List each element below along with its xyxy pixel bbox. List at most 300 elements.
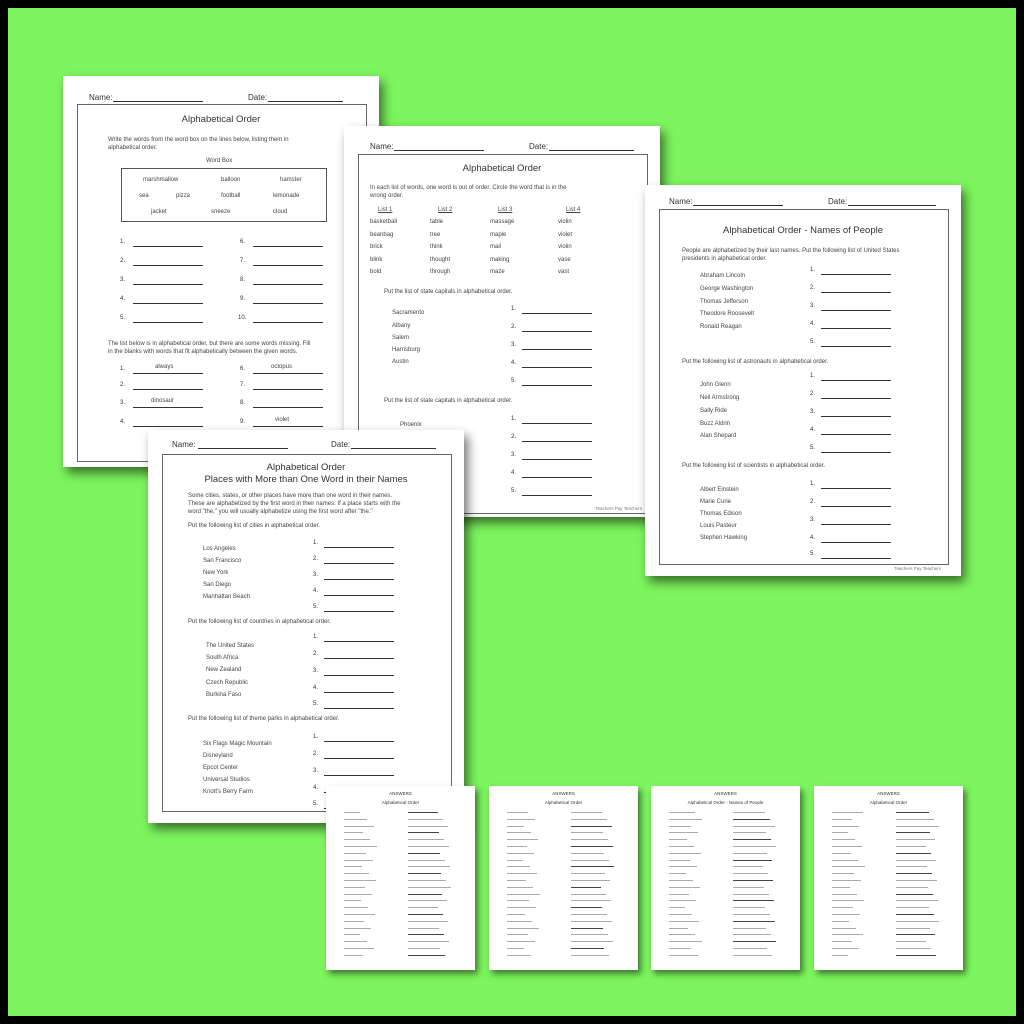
answer-number: 5.: [511, 378, 517, 384]
instructions: wrong order.: [370, 193, 404, 199]
mini-text-line: [408, 880, 446, 881]
mini-text-line: [571, 914, 607, 915]
answer-number: 4.: [810, 535, 816, 541]
mini-text-line: [733, 860, 772, 861]
mini-text-line: [507, 846, 527, 847]
mini-text-line: [507, 873, 537, 874]
mini-text-line: [896, 860, 936, 861]
mini-text-line: [571, 853, 604, 854]
instructions: in the blanks with words that fit alphabetically between the given words.: [108, 349, 298, 355]
mini-text-line: [408, 934, 444, 935]
instructions: word "the," you will usually alphabetize using the first word after "the.": [188, 509, 373, 515]
mini-text-line: [733, 880, 773, 881]
answer-number: 4.: [511, 470, 517, 476]
mini-text-line: [344, 880, 376, 881]
name-label: Name:: [370, 142, 394, 151]
person-name: Sally Ride: [700, 408, 728, 414]
person-name: Ronald Reagan: [700, 324, 742, 330]
date-label: Date:: [248, 93, 268, 102]
mini-text-line: [669, 907, 685, 908]
mini-text-line: [832, 832, 848, 833]
person-name: Albert Einstein: [700, 487, 739, 493]
answer-number: 5.: [810, 339, 816, 345]
mini-text-line: [669, 853, 701, 854]
mini-text-line: [832, 887, 850, 888]
list-word: making: [490, 256, 510, 263]
mini-text-line: [669, 948, 691, 949]
mini-text-line: [344, 819, 367, 820]
mini-text-line: [669, 894, 689, 895]
mini-text-line: [408, 873, 441, 874]
answer-number: 3.: [511, 342, 517, 348]
place-name: Manhattan Beach: [203, 594, 251, 600]
mini-text-line: [408, 948, 440, 949]
mini-text-line: [832, 894, 857, 895]
list-word: mail: [490, 244, 502, 250]
answer-number: 1.: [810, 267, 816, 273]
answer-number: 3.: [313, 572, 319, 578]
instructions: alphabetical order.: [108, 145, 158, 151]
mini-text-line: [733, 887, 764, 888]
word: jacket: [151, 209, 167, 215]
mini-text-line: [669, 819, 702, 820]
mini-text-line: [669, 955, 698, 956]
mini-text-line: [408, 812, 438, 813]
mini-text-line: [832, 812, 863, 813]
answer-number: 2.: [810, 285, 816, 291]
answer-key-4: [814, 786, 963, 970]
list-word: through: [430, 269, 451, 275]
given-word: violet: [275, 417, 290, 423]
mini-text-line: [896, 955, 936, 956]
mini-text-line: [507, 880, 526, 881]
answer-number: 9.: [240, 296, 246, 302]
mini-text-line: [896, 832, 930, 833]
place-name: Burkina Faso: [206, 692, 242, 698]
mini-text-line: [832, 955, 848, 956]
mini-text-line: [571, 832, 603, 833]
mini-text-line: [832, 839, 855, 840]
place-name: Disneyland: [203, 753, 233, 759]
mini-text-line: [896, 873, 932, 874]
answer-key-1: [326, 786, 475, 970]
word: football: [221, 193, 241, 199]
mini-text-line: [344, 900, 361, 901]
instructions: These are alphabetized by the first word in their names. If a place starts with the: [188, 501, 401, 507]
answer-number: 4.: [313, 685, 319, 691]
mini-text-line: [344, 846, 377, 847]
mini-text-line: [896, 887, 928, 888]
answer-number: 1.: [120, 366, 126, 372]
answer-number: 5.: [810, 551, 816, 557]
instructions: Put the following list of astronauts in alphabetical order.: [682, 359, 829, 365]
place-name: South Africa: [206, 655, 239, 661]
capital-name: Phoenix: [400, 422, 422, 428]
mini-text-line: [507, 812, 528, 813]
mini-text-line: [507, 907, 536, 908]
answer-key-label: ANSWERS: [877, 791, 900, 796]
word: cloud: [273, 209, 288, 215]
mini-text-line: [507, 839, 538, 840]
answer-number: 1.: [120, 239, 126, 245]
mini-text-line: [571, 860, 609, 861]
mini-text-line: [896, 921, 939, 922]
mini-text-line: [344, 866, 362, 867]
mini-text-line: [896, 812, 929, 813]
instructions: People are alphabetized by their last names. Put the following list of United States: [682, 248, 900, 254]
mini-text-line: [507, 894, 540, 895]
mini-text-line: [507, 948, 524, 949]
answer-key-3: [651, 786, 800, 970]
mini-text-line: [733, 928, 766, 929]
mini-text-line: [733, 934, 771, 935]
answer-number: 4.: [313, 588, 319, 594]
instructions: Put the list of state capitals in alphabetical order.: [384, 398, 513, 404]
given-word: dinosaur: [151, 398, 175, 404]
mini-text-line: [832, 860, 858, 861]
answer-number: 1.: [313, 634, 319, 640]
answer-key-label: ANSWERS: [389, 791, 412, 796]
list-word: vast: [558, 269, 570, 275]
answer-key-label: ANSWERS: [552, 791, 575, 796]
given-word: always: [155, 364, 174, 370]
mini-text-line: [344, 839, 370, 840]
answer-number: 4.: [810, 321, 816, 327]
mini-text-line: [733, 948, 767, 949]
mini-text-line: [669, 860, 690, 861]
list-word: brick: [370, 244, 383, 250]
mini-text-line: [571, 948, 604, 949]
page-title: Alphabetical Order: [266, 462, 346, 473]
mini-text-line: [733, 941, 776, 942]
answer-number: 5.: [313, 701, 319, 707]
mini-text-line: [896, 914, 934, 915]
mini-text-line: [669, 826, 691, 827]
list-header: List 2: [438, 207, 453, 213]
list-word: beanbag: [370, 231, 394, 238]
answer-number: 6.: [240, 366, 246, 372]
answer-number: 5.: [810, 445, 816, 451]
mini-text-line: [571, 955, 609, 956]
answer-number: 4.: [120, 296, 126, 302]
mini-text-line: [832, 853, 851, 854]
mini-text-line: [832, 941, 852, 942]
answer-number: 3.: [120, 400, 126, 406]
mini-text-line: [507, 860, 523, 861]
answer-number: 5.: [120, 315, 126, 321]
mini-text-line: [408, 832, 439, 833]
instructions: Some cities, states, or other places have more than one word in their names.: [188, 493, 393, 499]
mini-text-line: [408, 914, 443, 915]
mini-text-line: [507, 866, 530, 867]
answer-number: 3.: [313, 768, 319, 774]
mini-text-line: [832, 880, 861, 881]
name-label: Name:: [669, 197, 693, 206]
mini-text-line: [408, 894, 442, 895]
mini-text-line: [408, 819, 443, 820]
answer-number: 5.: [511, 488, 517, 494]
place-name: Czech Republic: [206, 680, 249, 686]
mini-text-line: [408, 907, 438, 908]
worksheet-names-of-people: [645, 185, 961, 576]
answer-key-title: Alphabetical Order: [544, 800, 583, 805]
mini-text-line: [669, 900, 696, 901]
mini-text-line: [733, 866, 763, 867]
word: hamster: [280, 177, 302, 183]
mini-text-line: [344, 934, 360, 935]
mini-text-line: [344, 832, 363, 833]
mini-text-line: [832, 907, 853, 908]
person-name: Theodore Roosevelt: [700, 311, 755, 317]
person-name: Thomas Edison: [700, 511, 742, 517]
mini-text-line: [507, 900, 529, 901]
answer-number: 1.: [313, 540, 319, 546]
list-word: table: [430, 219, 444, 225]
mini-text-line: [832, 873, 854, 874]
date-label: Date:: [828, 197, 848, 206]
answer-number: 3.: [511, 452, 517, 458]
answer-number: 5.: [313, 801, 319, 807]
mini-text-line: [832, 948, 859, 949]
mini-text-line: [507, 832, 531, 833]
mini-text-line: [344, 907, 368, 908]
mini-text-line: [408, 955, 445, 956]
mini-text-line: [669, 832, 698, 833]
mini-text-line: [733, 853, 767, 854]
answer-number: 2.: [313, 651, 319, 657]
mini-text-line: [344, 826, 374, 827]
mini-text-line: [507, 819, 535, 820]
person-name: Neil Armstrong: [700, 395, 740, 401]
mini-text-line: [669, 887, 700, 888]
capital-name: Harrisburg: [392, 347, 421, 353]
mini-text-line: [832, 826, 859, 827]
mini-text-line: [832, 914, 860, 915]
answer-number: 6.: [240, 239, 246, 245]
answer-number: 2.: [511, 434, 517, 440]
mini-text-line: [832, 819, 852, 820]
answer-key-title: Alphabetical Order: [869, 800, 908, 805]
list-header: List 1: [378, 207, 393, 213]
list-word: maple: [490, 231, 507, 238]
place-name: Universal Studios: [203, 777, 250, 783]
mini-text-line: [344, 887, 365, 888]
answer-number: 2.: [810, 499, 816, 505]
answer-number: 8.: [240, 400, 246, 406]
mini-text-line: [507, 826, 524, 827]
instructions: Write the words from the word box on the lines below, listing them in: [108, 137, 289, 143]
answer-number: 3.: [810, 517, 816, 523]
list-word: violin: [558, 244, 572, 250]
answer-key-title: Alphabetical Order - Names of People: [687, 800, 764, 805]
word: pizza: [176, 193, 191, 199]
answer-number: 3.: [120, 277, 126, 283]
mini-text-line: [571, 812, 602, 813]
list-word: massage: [490, 219, 515, 225]
answer-number: 2.: [120, 382, 126, 388]
instructions: Put the following list of scientists in alphabetical order.: [682, 463, 826, 469]
mini-text-line: [896, 934, 935, 935]
given-word: octopus: [271, 364, 293, 370]
word: lemonade: [273, 193, 300, 199]
mini-text-line: [571, 839, 608, 840]
answer-number: 1.: [511, 306, 517, 312]
person-name: Stephen Hawking: [700, 535, 748, 541]
answer-number: 2.: [120, 258, 126, 264]
mini-text-line: [896, 866, 927, 867]
mini-text-line: [669, 873, 686, 874]
page-title: Alphabetical Order: [462, 163, 542, 174]
mini-text-line: [733, 826, 775, 827]
page-title: Alphabetical Order: [181, 114, 261, 125]
mini-text-line: [733, 832, 766, 833]
capital-name: Salem: [392, 335, 410, 341]
mini-text-line: [408, 928, 439, 929]
worksheet-places: [148, 430, 464, 823]
mini-text-line: [733, 921, 775, 922]
person-name: Louis Pasteur: [700, 523, 737, 529]
footer: Teachers Pay Teachers: [894, 566, 941, 571]
mini-text-line: [507, 934, 528, 935]
mini-text-line: [669, 921, 699, 922]
list-word: violin: [558, 219, 572, 225]
mini-text-line: [896, 826, 939, 827]
mini-text-line: [408, 826, 448, 827]
answer-number: 4.: [313, 785, 319, 791]
mini-text-line: [669, 914, 692, 915]
mini-text-line: [733, 900, 774, 901]
list-word: maze: [490, 269, 505, 275]
place-name: San Diego: [203, 582, 232, 588]
mini-text-line: [669, 880, 693, 881]
mini-text-line: [344, 921, 364, 922]
mini-text-line: [507, 921, 532, 922]
mini-text-line: [507, 887, 533, 888]
place-name: Six Flags Magic Mountain: [203, 741, 272, 747]
mini-text-line: [896, 907, 929, 908]
mini-text-line: [733, 846, 776, 847]
mini-text-line: [832, 928, 856, 929]
mini-text-line: [344, 873, 369, 874]
mini-text-line: [344, 948, 374, 949]
word: sea: [139, 193, 149, 199]
list-word: tree: [430, 231, 441, 238]
mini-text-line: [571, 887, 601, 888]
mini-text-line: [896, 880, 937, 881]
footer: Teachers Pay Teachers: [595, 506, 642, 511]
list-header: List 3: [498, 207, 513, 213]
mini-text-line: [733, 839, 771, 840]
answer-number: 10.: [238, 315, 247, 321]
mini-text-line: [408, 853, 440, 854]
answer-number: 1.: [810, 373, 816, 379]
instructions: In each list of words, one word is out of order. Circle the word that is in the: [370, 185, 567, 191]
answer-number: 7.: [240, 382, 246, 388]
mini-text-line: [408, 839, 444, 840]
mini-text-line: [571, 928, 603, 929]
answer-number: 7.: [240, 258, 246, 264]
person-name: Thomas Jefferson: [700, 299, 748, 305]
answer-key-2: [489, 786, 638, 970]
mini-text-line: [507, 853, 534, 854]
mini-text-line: [896, 846, 926, 847]
capital-name: Austin: [392, 359, 409, 365]
mini-text-line: [408, 941, 449, 942]
person-name: George Washington: [700, 286, 754, 292]
mini-text-line: [896, 928, 930, 929]
mini-text-line: [832, 934, 863, 935]
person-name: John Glenn: [700, 382, 731, 388]
mini-text-line: [832, 866, 865, 867]
answer-number: 2.: [511, 324, 517, 330]
mini-text-line: [733, 894, 769, 895]
mini-text-line: [571, 941, 613, 942]
mini-text-line: [507, 955, 531, 956]
place-name: San Francisco: [203, 558, 242, 564]
mini-text-line: [669, 934, 695, 935]
mini-text-line: [896, 839, 935, 840]
list-word: vase: [558, 256, 571, 263]
mini-text-line: [408, 860, 445, 861]
mini-text-line: [408, 866, 450, 867]
answer-number: 4.: [810, 427, 816, 433]
list-word: blink: [370, 256, 383, 263]
mini-text-line: [733, 812, 765, 813]
mini-text-line: [896, 948, 931, 949]
mini-text-line: [408, 921, 448, 922]
answer-number: 3.: [810, 409, 816, 415]
place-name: New Zealand: [206, 667, 242, 673]
mini-text-line: [896, 900, 938, 901]
mini-text-line: [408, 900, 447, 901]
word: balloon: [221, 177, 241, 183]
mini-text-line: [669, 846, 694, 847]
answer-number: 4.: [511, 360, 517, 366]
answer-number: 8.: [240, 277, 246, 283]
mini-text-line: [896, 941, 926, 942]
mini-text-line: [344, 812, 360, 813]
list-word: bold: [370, 269, 382, 275]
answer-key-label: ANSWERS: [714, 791, 737, 796]
mini-text-line: [733, 914, 770, 915]
name-label: Name:: [172, 440, 196, 449]
mini-text-line: [896, 819, 934, 820]
mini-text-line: [733, 955, 772, 956]
name-label: Name:: [89, 93, 113, 102]
person-name: Buzz Aldrin: [700, 421, 731, 427]
mini-text-line: [344, 894, 372, 895]
mini-text-line: [571, 934, 608, 935]
answer-number: 3.: [810, 303, 816, 309]
word: sneeze: [211, 209, 231, 215]
answer-number: 1.: [511, 416, 517, 422]
instructions: Put the list of state capitals in alphabetical order.: [384, 289, 513, 295]
mini-text-line: [896, 894, 933, 895]
place-name: Los Angeles: [203, 546, 236, 552]
capital-name: Sacramento: [392, 310, 425, 316]
place-name: Epcot Center: [203, 765, 239, 771]
answer-number: 3.: [313, 668, 319, 674]
mini-text-line: [571, 907, 602, 908]
mini-text-line: [733, 907, 765, 908]
mini-text-line: [571, 826, 612, 827]
page-subtitle: Places with More than One Word in their Names: [204, 474, 408, 485]
mini-text-line: [669, 839, 687, 840]
person-name: Alan Shepard: [700, 433, 737, 439]
answer-number: 1.: [313, 734, 319, 740]
answer-number: 4.: [120, 419, 126, 425]
answer-number: 9.: [240, 419, 246, 425]
